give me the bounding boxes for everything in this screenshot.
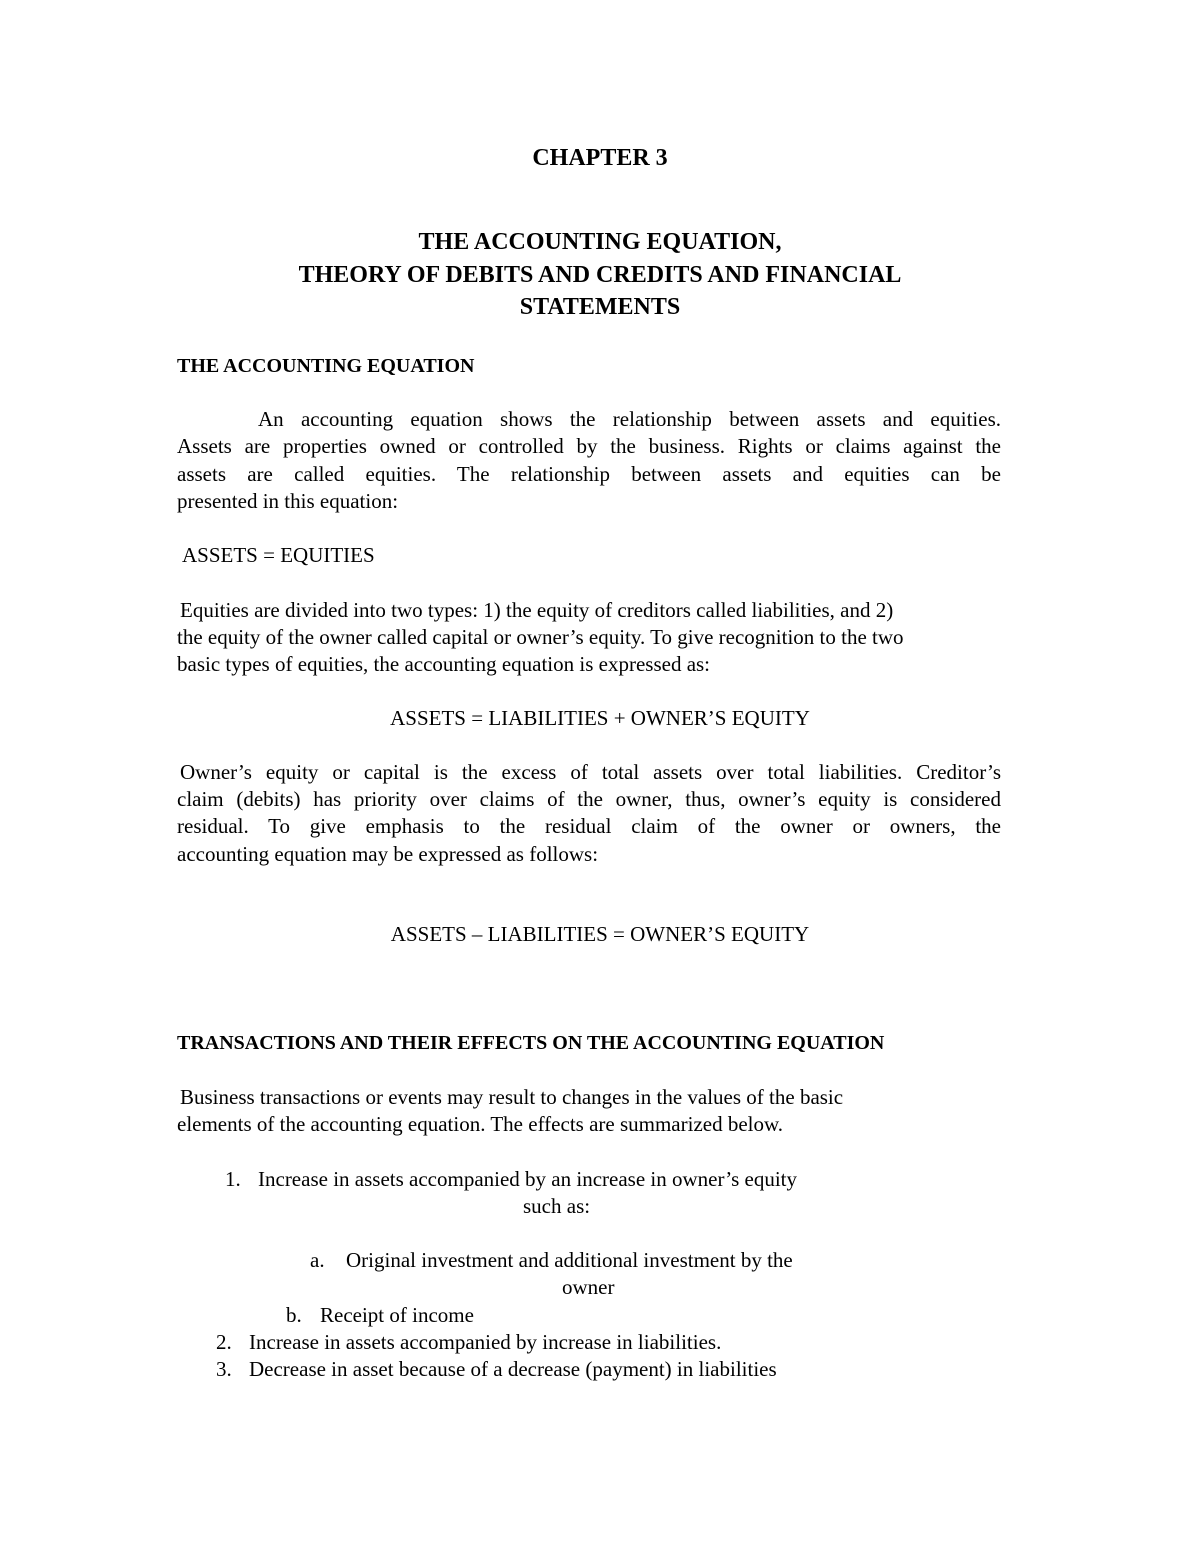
list-marker: b. [286, 1303, 302, 1327]
doc-title-line-1: THE ACCOUNTING EQUATION, [418, 229, 782, 255]
list-item-continuation: such as: [523, 1194, 591, 1218]
para1-line-4: presented in this equation: [177, 489, 399, 513]
equation-assets-equities: ASSETS = EQUITIES [182, 543, 375, 567]
list-marker: a. [310, 1248, 325, 1272]
section-heading-accounting-equation: THE ACCOUNTING EQUATION [177, 355, 475, 377]
list-item-text: Receipt of income [320, 1303, 474, 1327]
para2-line-2: the equity of the owner called capital or owner’s equity. To give recognition to the two [177, 625, 904, 649]
list-item-continuation: owner [562, 1275, 615, 1299]
para2-line-1: Equities are divided into two types: 1) the equity of creditors called liabilities, and 2) [180, 598, 894, 622]
list-item-text: Original investment and additional investment by the [346, 1248, 793, 1272]
list-marker: 2. [216, 1330, 232, 1354]
list-item-text: Increase in assets accompanied by an increase in owner’s equity [258, 1167, 797, 1191]
doc-title-line-2: THEORY OF DEBITS AND CREDITS AND FINANCIAL [298, 262, 902, 288]
para3-line-1: Owner’s equity or capital is the excess of total assets over total liabilities. Creditor’s [180, 760, 1001, 784]
list-marker: 3. [216, 1357, 232, 1381]
list-marker: 1. [225, 1167, 241, 1191]
section2-para-line-1: Business transactions or events may result to changes in the values of the basic [180, 1085, 844, 1109]
para3-line-2: claim (debits) has priority over claims of the owner, thus, owner’s equity is considered [177, 787, 1001, 811]
equation-assets-liabilities-equity: ASSETS = LIABILITIES + OWNER’S EQUITY [390, 706, 810, 730]
para2-line-3: basic types of equities, the accounting equation is expressed as: [177, 652, 711, 676]
equation-assets-minus-liabilities: ASSETS – LIABILITIES = OWNER’S EQUITY [390, 922, 810, 946]
list-item-text: Increase in assets accompanied by increase in liabilities. [249, 1330, 722, 1354]
list-item-text: Decrease in asset because of a decrease (payment) in liabilities [249, 1357, 777, 1381]
section2-para-line-2: elements of the accounting equation. The effects are summarized below. [177, 1112, 784, 1136]
para3-line-3: residual. To give emphasis to the residual claim of the owner or owners, the [177, 814, 1001, 838]
para1-line-2: Assets are properties owned or controlled by the business. Rights or claims against the [177, 434, 1001, 458]
chapter-label: CHAPTER 3 [532, 145, 668, 171]
section-heading-transactions: TRANSACTIONS AND THEIR EFFECTS ON THE ACCOUNTING EQUATION [177, 1032, 885, 1054]
doc-title-line-3: STATEMENTS [519, 294, 681, 320]
para3-line-4: accounting equation may be expressed as follows: [177, 842, 599, 866]
para1-line-3: assets are called equities. The relationship between assets and equities can be [177, 462, 1001, 486]
para1-line-1: An accounting equation shows the relationship between assets and equities. [258, 407, 1001, 431]
